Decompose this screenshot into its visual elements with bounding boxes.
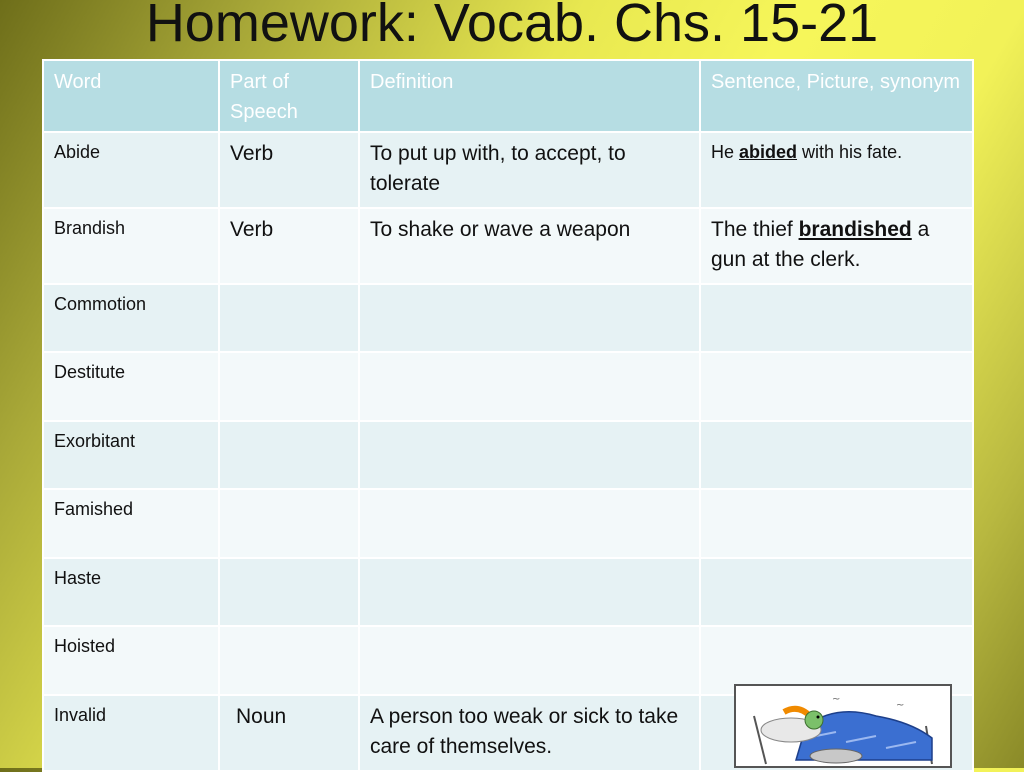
pos-cell: Verb: [219, 208, 359, 284]
definition-cell: [359, 626, 700, 695]
word-cell: Destitute: [43, 352, 219, 421]
sentence-cell: [700, 352, 973, 421]
sentence-cell: [700, 284, 973, 352]
word-cell: Commotion: [43, 284, 219, 352]
header-row: [43, 60, 973, 132]
sentence-keyword: brandished: [798, 218, 912, 241]
header-word: Word: [43, 60, 219, 132]
table-row: [43, 132, 973, 208]
pos-cell: [219, 421, 359, 489]
sentence-cell: [700, 132, 973, 208]
definition-cell: To shake or wave a weapon: [359, 208, 700, 284]
pos-cell: [219, 489, 359, 558]
word-cell: Haste: [43, 558, 219, 626]
sentence-text: The thief: [711, 218, 799, 241]
sentence-keyword: abided: [739, 142, 798, 162]
pos-cell: [219, 558, 359, 626]
table-row: [43, 352, 973, 421]
definition-cell: [359, 489, 700, 558]
definition-cell: A person too weak or sick to take care of themselves.: [359, 695, 700, 771]
sentence-cell: [700, 421, 973, 489]
table-row: [43, 284, 973, 352]
page-title: Homework: Vocab. Chs. 15-21: [145, 0, 879, 53]
definition-cell: [359, 284, 700, 352]
svg-text:~: ~: [832, 694, 841, 705]
header-sentence: Sentence, Picture, synonym: [700, 60, 973, 132]
definition-cell: [359, 558, 700, 626]
sentence-text: with his fate.: [797, 142, 903, 162]
word-cell: Famished: [43, 489, 219, 558]
sentence-text: a gun at the clerk.: [711, 218, 930, 271]
table-row: [43, 421, 973, 489]
definition-cell: [359, 352, 700, 421]
sentence-text: He: [711, 142, 740, 162]
word-cell: Abide: [43, 132, 219, 208]
sentence-cell: [700, 208, 973, 284]
vocab-table: [42, 59, 974, 772]
word-cell: Exorbitant: [43, 421, 219, 489]
table-row: [43, 558, 973, 626]
word-cell: Invalid: [43, 695, 219, 771]
word-cell: Brandish: [43, 208, 219, 284]
header-definition: Definition: [359, 60, 700, 132]
definition-cell: [359, 421, 700, 489]
pos-cell: [219, 352, 359, 421]
table-row: [43, 489, 973, 558]
bed-illustration: [736, 686, 950, 766]
sentence-cell: [700, 489, 973, 558]
header-part-of-speech: Part of Speech: [219, 60, 359, 132]
sick-person-cartoon: [734, 684, 952, 768]
pos-cell: [219, 284, 359, 352]
word-cell: Hoisted: [43, 626, 219, 695]
table-row: [43, 208, 973, 284]
pos-cell: Verb: [219, 132, 359, 208]
pos-cell: Noun: [219, 695, 359, 771]
svg-text:~: ~: [896, 700, 905, 711]
definition-cell: To put up with, to accept, to tolerate: [359, 132, 700, 208]
pos-cell: [219, 626, 359, 695]
sentence-cell: [700, 558, 973, 626]
